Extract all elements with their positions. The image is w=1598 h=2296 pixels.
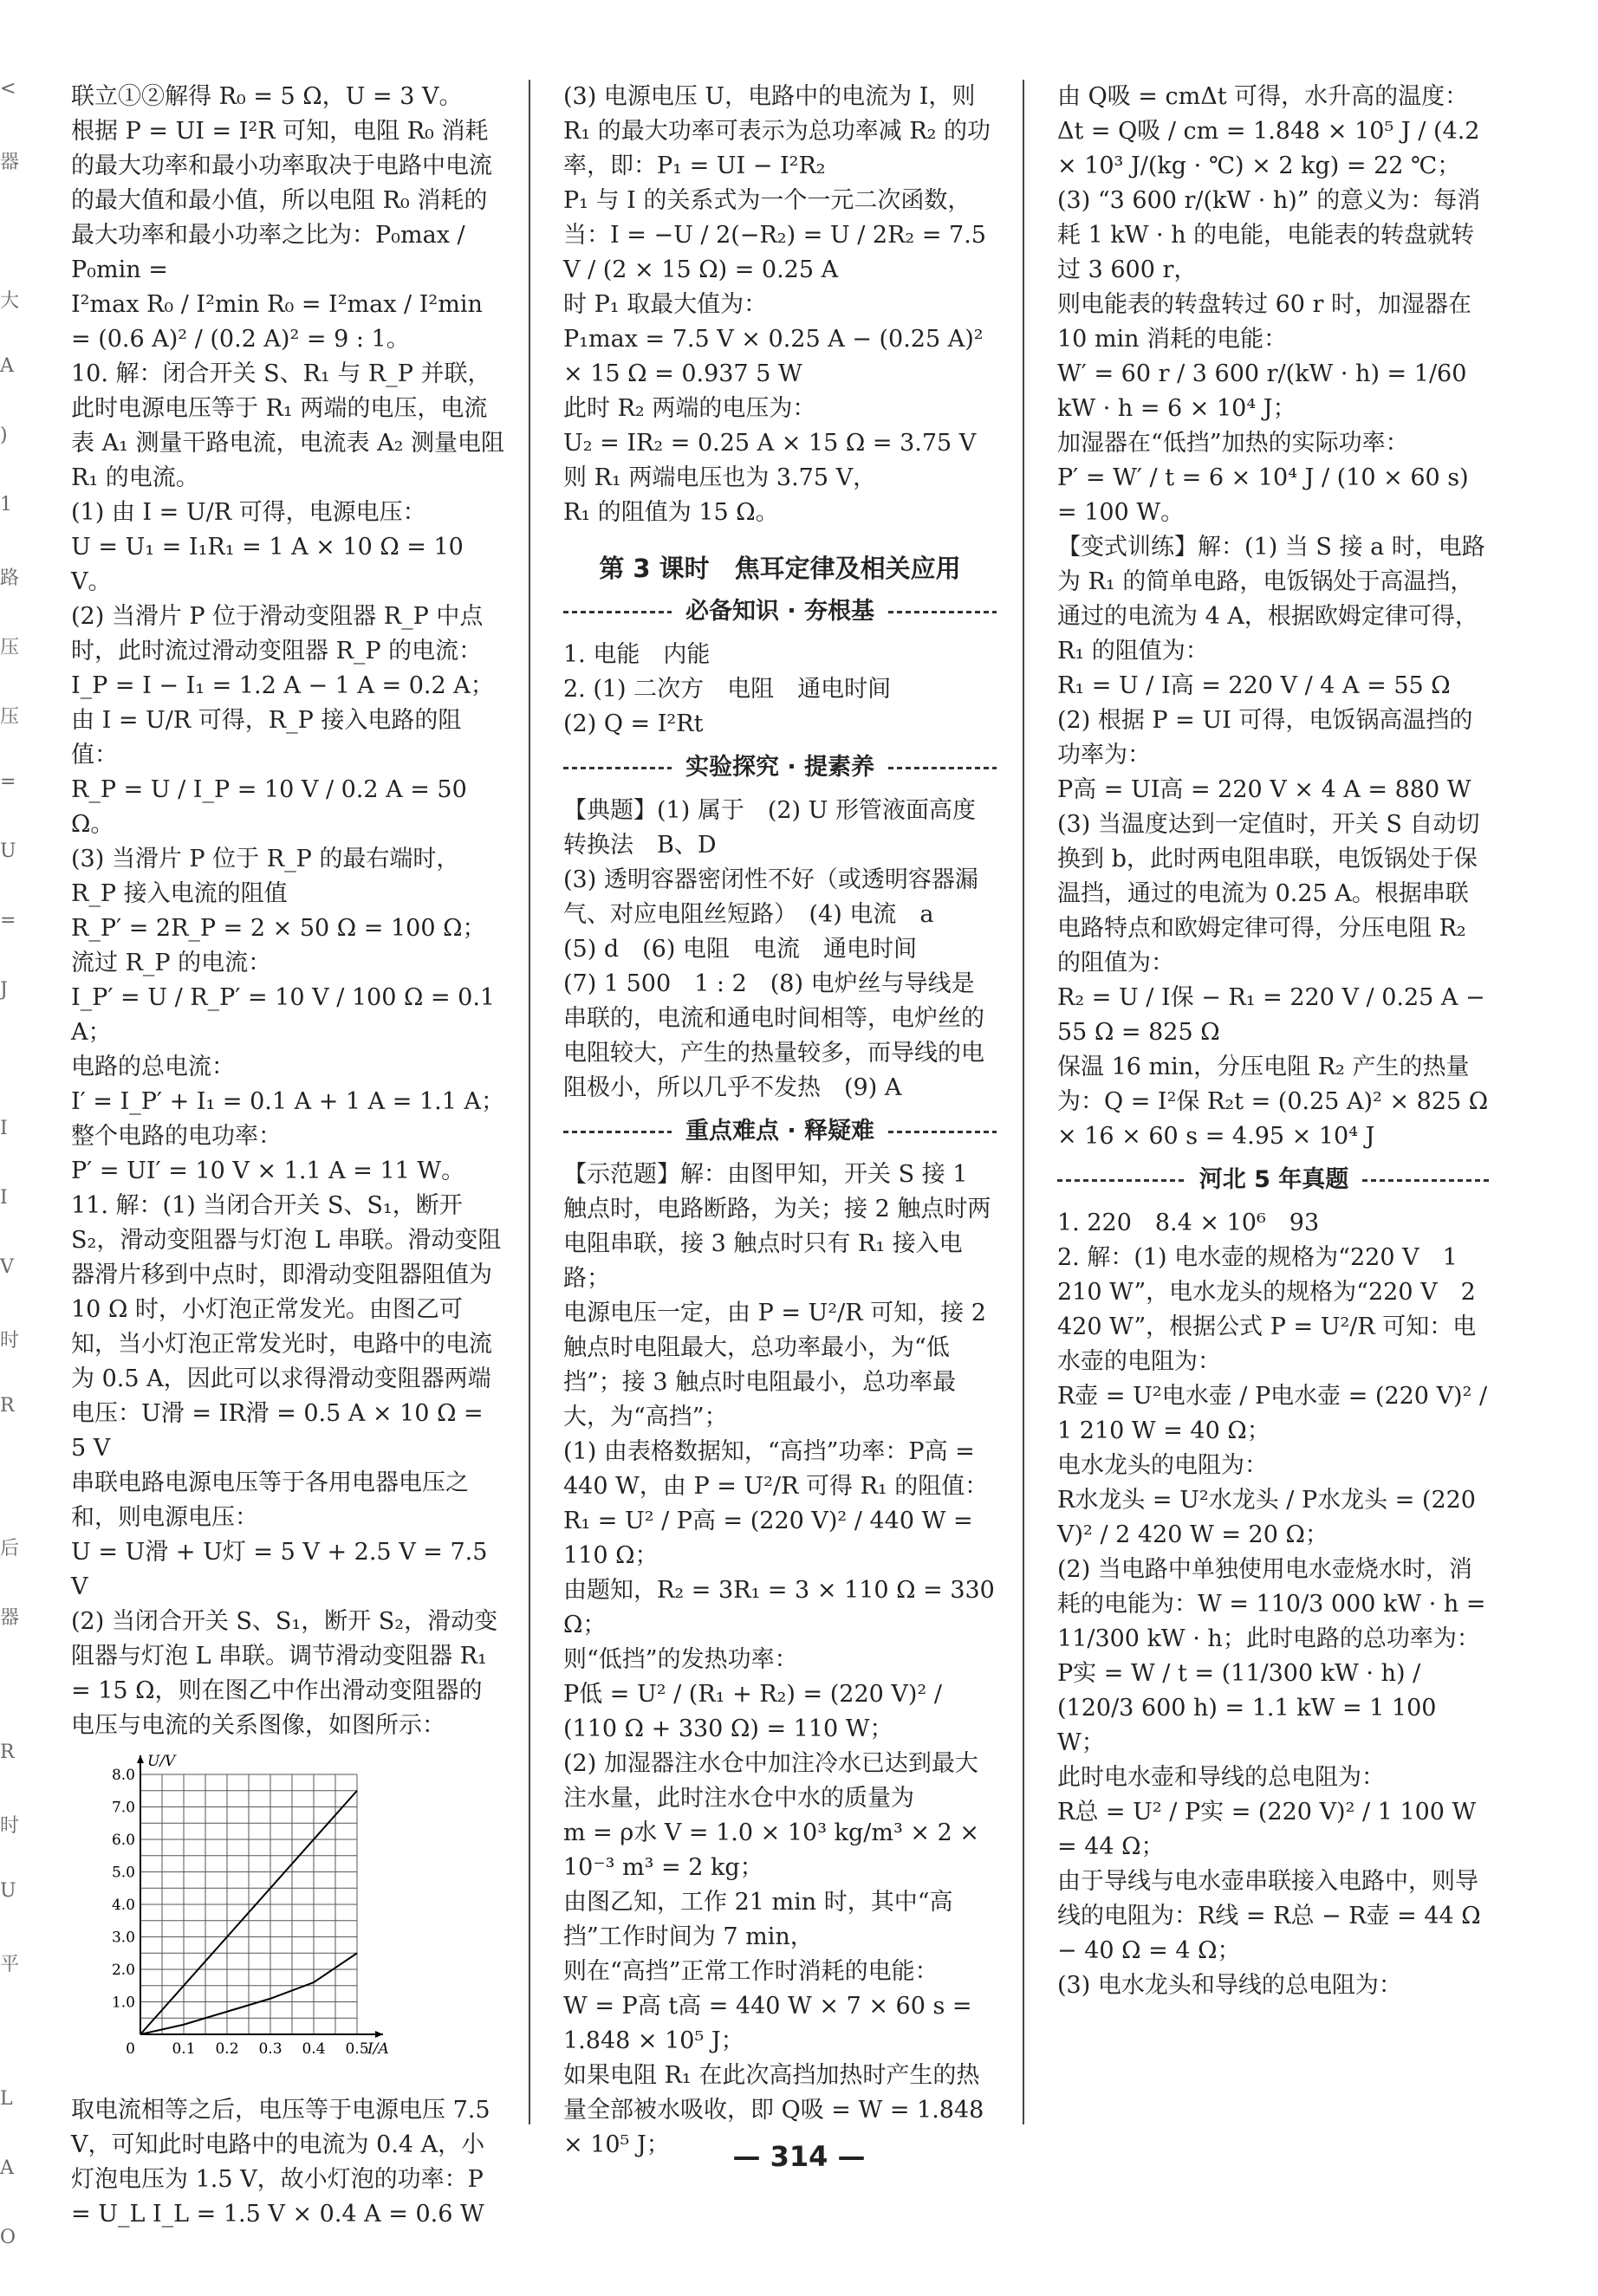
hebei-line: R总 = U² / P实 = (220 V)² / 1 100 W = 44 Ω； bbox=[1057, 1799, 1477, 1860]
column-3 bbox=[1057, 80, 1491, 2003]
margin-glyph bbox=[0, 1672, 26, 1741]
margin-glyph: 大 bbox=[0, 290, 20, 312]
solution-line: 串联电路电源电压等于各用电器电压之和，则电源电压： bbox=[71, 1469, 469, 1531]
margin-glyph: U bbox=[0, 840, 16, 862]
section-difficulty bbox=[563, 1114, 997, 1149]
solution-line: 流过 R_P 的电流： bbox=[71, 950, 272, 976]
hebei-line: (3) 电水龙头和导线的总电阻为： bbox=[1057, 1972, 1402, 1999]
knowledge-line: (2) Q = I²Rt bbox=[563, 710, 704, 737]
solution-line: 时 P₁ 取最大值为： bbox=[563, 291, 768, 318]
solution-line: (2) 当闭合开关 S、S₁，断开 S₂，滑动变阻器与灯泡 L 串联。调节滑动变阻器 R₁ = 15 Ω，则在图乙中作出滑动变阻器的电压与电流的关系图像，如图所示： bbox=[71, 1608, 498, 1739]
y-tick-label: 3.0 bbox=[111, 1929, 135, 1947]
y-axis-label: U/V bbox=[147, 1753, 176, 1770]
experiment-line: (3) 透明容器密闭性不好（或透明容器漏气、对应电阻丝短路） (4) 电流 a bbox=[563, 866, 978, 928]
solution-line: U = U滑 + U灯 = 5 V + 2.5 V = 7.5 V bbox=[71, 1539, 488, 1600]
solution-line: I²max R₀ / I²min R₀ = I²max / I²min = (0.6 A)² / (0.2 A)² = 9 : 1。 bbox=[71, 291, 483, 353]
y-tick-label: 8.0 bbox=[111, 1767, 135, 1784]
section-knowledge-label: 必备知识 · 夯根基 bbox=[685, 598, 875, 625]
solution-line: (2) 根据 P = UI 可得，电饭锅高温挡的功率为： bbox=[1057, 707, 1473, 769]
experiment-line: (7) 1 500 1 : 2 (8) 电炉丝与导线是串联的，电流和通电时间相等，电炉丝的电阻较大，产生的热量较多，而导线的电阻极小，所以几乎不发热 (9) A bbox=[563, 970, 984, 1101]
margin-glyph: U bbox=[0, 1880, 16, 1902]
solution-line: (3) “3 600 r/(kW · h)” 的意义为：每消耗 1 kW · h 的电能，电能表的转盘就转过 3 600 r， bbox=[1057, 187, 1481, 283]
page-number: — 314 — bbox=[732, 2140, 866, 2173]
solution-line: (3) 当滑片 P 位于 R_P 的最右端时，R_P 接入电流的阻值 bbox=[71, 846, 460, 907]
margin-glyph: 路 bbox=[0, 568, 20, 589]
margin-glyph: 后 bbox=[0, 1538, 20, 1560]
x-axis-label: I/A bbox=[367, 2040, 389, 2058]
y-tick-label: 5.0 bbox=[111, 1864, 135, 1882]
difficulty-line: 电源电压一定，由 P = U²/R 可知，接 2 触点时电阻最大，总功率最小，为“低挡”；接 3 触点时电阻最小，总功率最大，为“高挡”； bbox=[563, 1300, 986, 1430]
difficulty-line: 【示范题】解：由图甲知，开关 S 接 1 触点时，电路断路，为关；接 2 触点时两电阻串联，接 3 触点时只有 R₁ 接入电路； bbox=[563, 1161, 991, 1292]
x-tick-label: 0.3 bbox=[258, 2040, 283, 2058]
margin-glyph: < bbox=[0, 78, 16, 100]
solution-line: P′ = W′ / t = 6 × 10⁴ J / (10 × 60 s) = 100 W。 bbox=[1057, 464, 1469, 526]
hebei-line: 电水龙头的电阻为： bbox=[1057, 1452, 1268, 1479]
solution-line: W′ = 60 r / 3 600 r/(kW · h) = 1/60 kW · h = 6 × 10⁴ J； bbox=[1057, 360, 1467, 422]
margin-glyph: I bbox=[0, 1118, 8, 1139]
solution-line: 加湿器在“低挡”加热的实际功率： bbox=[1057, 430, 1409, 457]
margin-glyph: I bbox=[0, 1187, 8, 1209]
column-2 bbox=[563, 80, 997, 2163]
difficulty-line: m = ρ水 V = 1.0 × 10³ kg/m³ × 2 × 10⁻³ m³ = 2 kg； bbox=[563, 1819, 979, 1881]
solution-line: (2) 当滑片 P 位于滑动变阻器 R_P 中点时，此时流过滑动变阻器 R_P 的电流： bbox=[71, 603, 484, 665]
margin-glyph bbox=[0, 1048, 26, 1118]
margin-glyph: A bbox=[0, 355, 14, 377]
margin-glyph: 器 bbox=[0, 152, 20, 173]
hebei-line: R壶 = U²电水壶 / P电水壶 = (220 V)² / 1 210 W = 40 Ω； bbox=[1057, 1383, 1488, 1444]
difficulty-line: 由图乙知，工作 21 min 时，其中“高挡”工作时间为 7 min， bbox=[563, 1889, 953, 1950]
margin-glyph: 器 bbox=[0, 1607, 20, 1629]
difficulty-line: 由题知，R₂ = 3R₁ = 3 × 110 Ω = 330 Ω； bbox=[563, 1577, 995, 1638]
solution-line: I_P′ = U / R_P′ = 10 V / 100 Ω = 0.1 A； bbox=[71, 984, 496, 1046]
y-tick-label: 4.0 bbox=[111, 1897, 135, 1914]
x-tick-label: 0.5 bbox=[345, 2040, 369, 2058]
solution-line: U = U₁ = I₁R₁ = 1 A × 10 Ω = 10 V。 bbox=[71, 534, 464, 595]
experiment-line: (5) d (6) 电阻 电流 通电时间 bbox=[563, 936, 917, 963]
lesson-title: 第 3 课时 焦耳定律及相关应用 bbox=[599, 554, 961, 583]
solution-line: 则 R₁ 两端电压也为 3.75 V， bbox=[563, 464, 877, 491]
solution-line: 保温 16 min，分压电阻 R₂ 产生的热量为：Q = I²保 R₂t = (0.25 A)² × 825 Ω × 16 × 60 s = 4.95 × 10⁴ J bbox=[1057, 1054, 1489, 1150]
solution-line: P₁ 与 I 的关系式为一个一元二次函数，当：I = −U / 2(−R₂) = U / 2R₂ = 7.5 V / (2 × 15 Ω) = 0.25 A bbox=[563, 187, 986, 283]
solution-line: (3) 电源电压 U，电路中的电流为 I，则 R₁ 的最大功率可表示为总功率减 R₂ 的功率，即：P₁ = UI − I²R₂ bbox=[563, 83, 991, 179]
margin-glyph bbox=[0, 2019, 26, 2088]
solution-line: U₂ = IR₂ = 0.25 A × 15 Ω = 3.75 V bbox=[563, 430, 977, 457]
difficulty-line: P低 = U² / (R₁ + R₂) = (220 V)² / (110 Ω + 330 Ω) = 110 W； bbox=[563, 1681, 942, 1742]
solution-line: 10. 解：闭合开关 S、R₁ 与 R_P 并联，此时电源电压等于 R₁ 两端的电压，电流表 A₁ 测量干路电流，电流表 A₂ 测量电阻 R₁ 的电流。 bbox=[71, 360, 504, 491]
solution-line: 取电流相等之后，电压等于电源电压 7.5 V，可知此时电路中的电流为 0.4 A，小灯泡电压为 1.5 V，故小灯泡的功率：P = U_L I_L = 1.5 V × 0.4 A = 0.6 W bbox=[71, 2097, 490, 2228]
solution-line: R₁ = U / I高 = 220 V / 4 A = 55 Ω bbox=[1057, 672, 1451, 699]
hebei-line: R水龙头 = U²水龙头 / P水龙头 = (220 V)² / 2 420 W = 20 Ω； bbox=[1057, 1487, 1476, 1548]
column-1 bbox=[71, 80, 504, 2232]
hebei-line: 由于导线与电水壶串联接入电路中，则导线的电阻为：R线 = R总 − R壶 = 44 Ω − 40 Ω = 4 Ω； bbox=[1057, 1868, 1481, 1964]
difficulty-line: 如果电阻 R₁ 在此次高挡加热时产生的热量全部被水吸收，即 Q吸 = W = 1.848 × 10⁵ J； bbox=[563, 2062, 984, 2158]
solution-line: 根据 P = UI = I²R 可知，电阻 R₀ 消耗的最大功率和最小功率取决于电路中电流的最大值和最小值，所以电阻 R₀ 消耗的最大功率和最小功率之比为：P₀max / P₀min = bbox=[71, 118, 492, 283]
origin-label: 0 bbox=[126, 2040, 135, 2058]
solution-line: 此时 R₂ 两端的电压为： bbox=[563, 395, 816, 422]
column-divider-1 bbox=[529, 80, 530, 2124]
hebei-line: 2. 解：(1) 电水壶的规格为“220 V 1 210 W”，电水龙头的规格为“220 V 2 420 W”，根据公式 P = U²/R 可知：电水壶的电阻为： bbox=[1057, 1244, 1477, 1375]
difficulty-line: (2) 加湿器注水仓中加注冷水已达到最大注水量，此时注水仓中水的质量为 bbox=[563, 1750, 978, 1812]
difficulty-line: 则在“高挡”正常工作时消耗的电能： bbox=[563, 1958, 939, 1985]
margin-glyph: 1 bbox=[0, 494, 12, 516]
solution-line: 【变式训练】解：(1) 当 S 接 a 时，电路为 R₁ 的简单电路，电饭锅处于高温挡，通过的电流为 4 A，根据欧姆定律可得，R₁ 的阻值为： bbox=[1057, 534, 1485, 665]
solution-line: 11. 解：(1) 当闭合开关 S、S₁，断开 S₂，滑动变阻器与灯泡 L 串联。滑动变阻器滑片移到中点时，即滑动变阻器阻值为 10 Ω 时，小灯泡正常发光。由图乙可知，当小灯泡正常发光时，电路中的电流为 0.5 A，因此可以求得滑动变阻器两端电压：U滑 = IR滑 = 0.5 A × 10 Ω = 5 V bbox=[71, 1192, 502, 1462]
solution-line: I_P = I − I₁ = 1.2 A − 1 A = 0.2 A； bbox=[71, 672, 494, 699]
margin-glyph: 压 bbox=[0, 637, 20, 658]
section-difficulty-label: 重点难点 · 释疑难 bbox=[685, 1118, 875, 1145]
experiment-line: 【典题】(1) 属于 (2) U 形管液面高度 转换法 B、D bbox=[563, 797, 999, 859]
margin-glyph: = bbox=[0, 910, 16, 931]
hebei-line: 1. 220 8.4 × 10⁶ 93 bbox=[1057, 1210, 1320, 1236]
margin-glyph: V bbox=[0, 1256, 14, 1278]
margin-glyph: 时 bbox=[0, 1330, 20, 1352]
margin-glyph: ) bbox=[0, 425, 8, 446]
solution-line: Δt = Q吸 / cm = 1.848 × 10⁵ J / (4.2 × 10³ J/(kg · ℃) × 2 kg) = 22 ℃； bbox=[1057, 118, 1480, 179]
margin-glyph: 压 bbox=[0, 706, 20, 728]
margin-glyph: R bbox=[0, 1741, 15, 1763]
difficulty-line: 则“低挡”的发热功率： bbox=[563, 1646, 798, 1673]
x-tick-label: 0.2 bbox=[215, 2040, 239, 2058]
section-experiment-label: 实验探究 · 提素养 bbox=[685, 754, 875, 781]
margin-glyph: O bbox=[0, 2227, 16, 2248]
solution-line: R₁ 的阻值为 15 Ω。 bbox=[563, 499, 779, 526]
margin-glyph bbox=[0, 1464, 26, 1534]
margin-glyph: J bbox=[0, 979, 8, 1001]
solution-line: R_P′ = 2R_P = 2 × 50 Ω = 100 Ω； bbox=[71, 915, 486, 942]
hebei-line: 此时电水壶和导线的总电阻为： bbox=[1057, 1764, 1385, 1791]
knowledge-line: 1. 电能 内能 bbox=[563, 641, 711, 668]
solution-line: (3) 当温度达到一定值时，开关 S 自动切换到 b，此时两电阻串联，电饭锅处于保温挡，通过的电流为 0.25 A。根据串联电路特点和欧姆定律可得，分压电阻 R₂ 的阻值为： bbox=[1057, 811, 1480, 976]
margin-glyph: A bbox=[0, 2157, 14, 2179]
y-axis-arrow bbox=[137, 1755, 144, 1763]
difficulty-line: R₁ = U² / P高 = (220 V)² / 440 W = 110 Ω； bbox=[563, 1508, 973, 1569]
margin-glyph: 时 bbox=[0, 1815, 20, 1837]
solution-line: 由 Q吸 = cmΔt 可得，水升高的温度： bbox=[1057, 83, 1469, 110]
y-tick-label: 7.0 bbox=[111, 1799, 135, 1817]
x-axis-arrow bbox=[375, 2031, 383, 2038]
margin-glyph: L bbox=[0, 2088, 13, 2110]
solution-line: (1) 由 I = U/R 可得，电源电压： bbox=[71, 499, 426, 526]
solution-line: 电路的总电流： bbox=[71, 1054, 235, 1080]
solution-line: I′ = I_P′ + I₁ = 0.1 A + 1 A = 1.1 A； bbox=[71, 1088, 504, 1115]
y-tick-label: 1.0 bbox=[111, 1994, 135, 2012]
u-i-chart bbox=[97, 1748, 504, 2088]
solution-line: P′ = UI′ = 10 V × 1.1 A = 11 W。 bbox=[71, 1158, 465, 1184]
knowledge-line: 2. (1) 二次方 电阻 通电时间 bbox=[563, 676, 892, 703]
u-i-chart-svg bbox=[97, 1748, 409, 2078]
left-margin-cut-text bbox=[0, 78, 26, 2248]
section-experiment bbox=[563, 750, 997, 785]
section-hebei-label: 河北 5 年真题 bbox=[1198, 1166, 1349, 1193]
solution-line: R₂ = U / I保 − R₁ = 220 V / 0.25 A − 55 Ω = 825 Ω bbox=[1057, 984, 1485, 1046]
solution-line: 整个电路的电功率： bbox=[71, 1123, 282, 1150]
solution-line: P₁max = 7.5 V × 0.25 A − (0.25 A)² × 15 Ω = 0.937 5 W bbox=[563, 326, 984, 387]
section-hebei bbox=[1057, 1163, 1491, 1197]
difficulty-line: (1) 由表格数据知，“高挡”功率：P高 = 440 W，由 P = U²/R 可得 R₁ 的阻值： bbox=[563, 1438, 989, 1500]
column-divider-2 bbox=[1023, 80, 1024, 2124]
hebei-line: P实 = W / t = (11/300 kW · h) / (120/3 600 h) = 1.1 kW = 1 100 W； bbox=[1057, 1660, 1437, 1756]
margin-glyph: R bbox=[0, 1395, 15, 1417]
margin-glyph bbox=[0, 217, 26, 286]
y-tick-label: 6.0 bbox=[111, 1832, 135, 1849]
section-knowledge bbox=[563, 594, 997, 629]
solution-line: 联立①②解得 R₀ = 5 Ω，U = 3 V。 bbox=[71, 83, 463, 110]
solution-line: 则电能表的转盘转过 60 r 时，加湿器在 10 min 消耗的电能： bbox=[1057, 291, 1472, 353]
hebei-line: (2) 当电路中单独使用电水壶烧水时，消耗的电能为：W = 110/3 000 kW · h = 11/300 kW · h；此时电路的总功率为： bbox=[1057, 1556, 1486, 1652]
x-tick-label: 0.4 bbox=[302, 2040, 326, 2058]
margin-glyph: = bbox=[0, 771, 16, 793]
difficulty-line: W = P高 t高 = 440 W × 7 × 60 s = 1.848 × 10⁵ J； bbox=[563, 1993, 972, 2054]
solution-line: P高 = UI高 = 220 V × 4 A = 880 W bbox=[1057, 776, 1471, 803]
solution-line: 由 I = U/R 可得，R_P 接入电路的阻值： bbox=[71, 707, 462, 769]
solution-line: R_P = U / I_P = 10 V / 0.2 A = 50 Ω。 bbox=[71, 776, 467, 838]
x-tick-label: 0.1 bbox=[172, 2040, 196, 2058]
y-tick-label: 2.0 bbox=[111, 1962, 135, 1979]
margin-glyph: 平 bbox=[0, 1954, 20, 1975]
